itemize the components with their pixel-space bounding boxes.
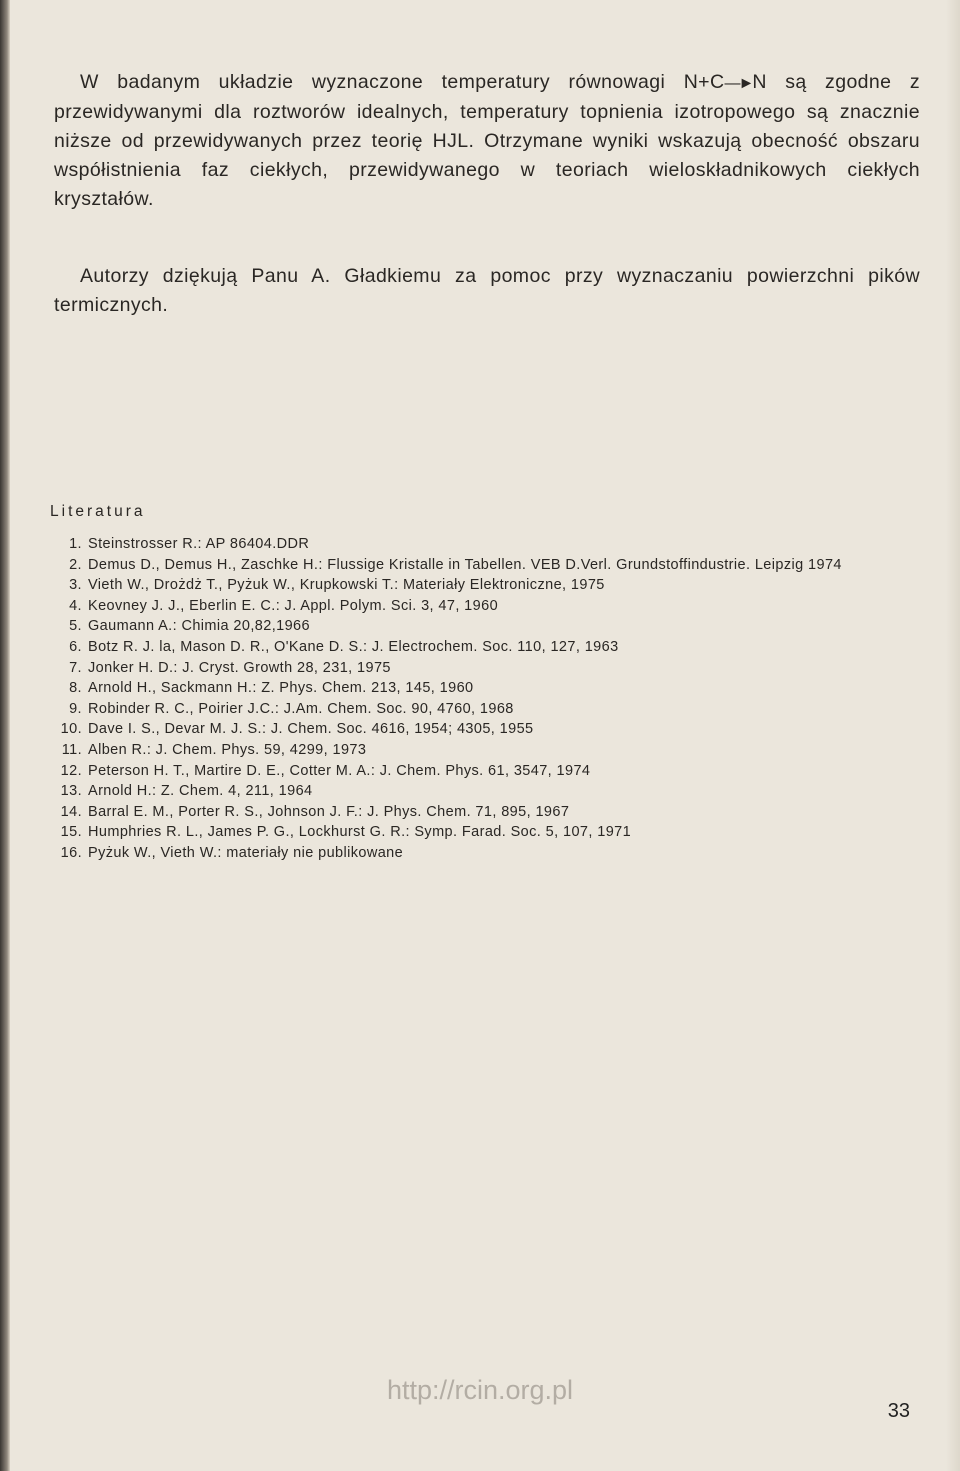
reference-number: 12.: [60, 762, 82, 779]
reference-number: 8.: [69, 680, 82, 697]
reference-item: [40, 740, 920, 761]
watermark-url: http://rcin.org.pl: [386, 1375, 574, 1405]
reference-number: 2.: [69, 556, 82, 573]
reference-text: Gaumann A.: Chimia 20,82,1966: [88, 618, 310, 635]
reference-text: Humphries R. L., James P. G., Lockhurst G. R.: Symp. Farad. Soc. 5, 107, 1971: [88, 824, 632, 841]
reference-text: Demus D., Demus H., Zaschke H.: Flussige Kristalle in Tabellen. VEB D.Verl. Grundstoffindustrie. Leipzig 1974: [88, 556, 842, 573]
literature-heading: Literatura: [50, 503, 146, 520]
reference-number: 1.: [69, 536, 82, 552]
reference-text: Alben R.: J. Chem. Phys. 59, 4299, 1973: [88, 741, 367, 758]
reference-text: Robinder R. C., Poirier J.C.: J.Am. Chem. Soc. 90, 4760, 1968: [88, 700, 514, 717]
reference-text: Keovney J. J., Eberlin E. C.: J. Appl. Polym. Sci. 3, 47, 1960: [88, 597, 499, 614]
reference-number: 5.: [69, 618, 82, 635]
reference-list: [40, 534, 920, 864]
reference-item: [40, 555, 920, 576]
reference-text: Pyżuk W., Vieth W.: materiały nie publikowane: [88, 844, 404, 861]
reference-number: 15.: [60, 824, 82, 841]
reference-text: Steinstrosser R.: AP 86404.DDR: [88, 536, 310, 552]
reference-text: Jonker H. D.: J. Cryst. Growth 28, 231, 1975: [88, 659, 391, 676]
reference-item: [40, 802, 920, 823]
reference-text: Vieth W., Drożdż T., Pyżuk W., Krupkowski T.: Materiały Elektroniczne, 1975: [88, 577, 605, 594]
paragraph-text-part: W badanym układzie wyznaczone temperatury równowagi N+C: [80, 71, 725, 93]
reference-item: [40, 534, 920, 555]
page-binding-edge: [0, 0, 10, 1471]
reference-text: Peterson H. T., Martire D. E., Cotter M. A.: J. Chem. Phys. 61, 3547, 1974: [88, 762, 591, 779]
reference-text: Dave I. S., Devar M. J. S.: J. Chem. Soc. 4616, 1954; 4305, 1955: [88, 721, 534, 738]
reference-item: [40, 719, 920, 740]
reference-item: [40, 658, 920, 679]
reference-text: Arnold H.: Z. Chem. 4, 211, 1964: [88, 783, 313, 800]
reaction-arrow-icon: —►: [724, 75, 753, 92]
reference-number: 13.: [60, 783, 82, 800]
reference-number: 3.: [69, 577, 82, 594]
reference-item: [40, 678, 920, 699]
reference-item: [40, 637, 920, 658]
body-paragraph-acknowledgement: Autorzy dziękują Panu A. Gładkiemu za pomoc przy wyznaczaniu powierzchni pików termicznych.: [54, 265, 920, 316]
reference-text: Arnold H., Sackmann H.: Z. Phys. Chem. 213, 145, 1960: [88, 680, 474, 697]
reference-item: [40, 596, 920, 617]
reference-item: [40, 761, 920, 782]
reference-item: [40, 822, 920, 843]
reference-number: 14.: [60, 803, 82, 820]
page-right-shadow: [946, 0, 960, 1471]
body-paragraph-results: [54, 68, 920, 214]
reference-text: Botz R. J. la, Mason D. R., O'Kane D. S.: J. Electrochem. Soc. 110, 127, 1963: [88, 638, 619, 655]
reference-number: 6.: [69, 638, 82, 655]
page-number: 33: [887, 1400, 910, 1422]
reference-number: 9.: [69, 700, 82, 717]
reference-item: [40, 575, 920, 596]
reference-number: 10.: [60, 721, 82, 738]
reference-item: [40, 699, 920, 720]
reference-number: 7.: [69, 659, 82, 676]
reference-number: 11.: [61, 741, 82, 758]
reference-number: 4.: [69, 597, 82, 614]
reference-item: [40, 843, 920, 864]
reference-number: 16.: [60, 844, 82, 861]
paragraph-text-part: N są zgodne z przewidywanymi dla roztworów idealnych, temperatury topnienia izotropowego są znacznie niższe od przewidywanych przez teorię HJL. Otrzymane wyniki wskazują obecność obszaru współistnienia faz ciekłych, przewidywanego w teoriach wieloskładnikowych ciekłych kryształów.: [54, 71, 921, 210]
reference-item: [40, 616, 920, 637]
reference-item: [40, 781, 920, 802]
reference-text: Barral E. M., Porter R. S., Johnson J. F.: J. Phys. Chem. 71, 895, 1967: [88, 803, 570, 820]
